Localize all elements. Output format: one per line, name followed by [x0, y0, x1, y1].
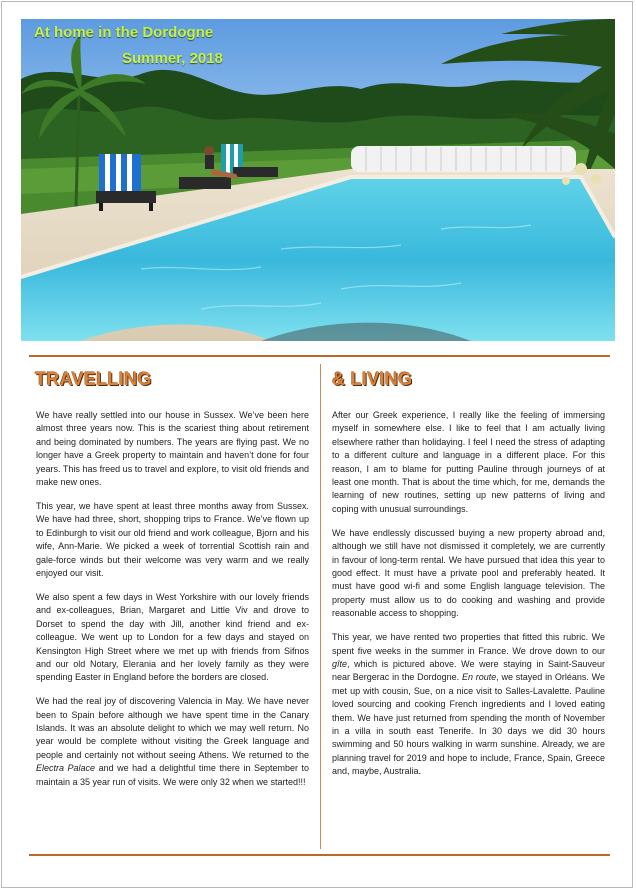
hotel-name: Electra Palace [36, 763, 96, 774]
travelling-column [36, 409, 309, 789]
hero-subtitle: Summer, 2018 [122, 50, 223, 67]
top-divider [29, 355, 610, 357]
gite-word: gîte [332, 658, 348, 669]
pool-garden-illustration [21, 19, 615, 341]
bottom-divider [29, 854, 610, 856]
hero-title: At home in the Dordogne [34, 24, 214, 41]
hero-photo [21, 19, 615, 341]
paragraph: We have endlessly discussed buying a new property abroad and, although we still have not dismissed it completely, we are currently in favour of long-term rental. We have pursued that idea this year to good effect. It must have a private pool and preferably heated. It must have good wi-fi and some English language television. The property must allow us to do cooking and washing and provide reasonable access to shopping. [332, 527, 605, 619]
column-divider [320, 364, 321, 849]
paragraph: We also spent a few days in West Yorkshire with our lovely friends and ex-colleagues, Brian, Margaret and Little Viv and drove to Dorset to spend the day with Jill, another kind friend and ex-colleague. We went up to London for a few days and stayed on Kensington High Street where we met up with friends from Sifnos and our old Notary, Elerania and her lovely family as they were spending Easter in England before the borders are closed. [36, 591, 309, 683]
travelling-heading: TRAVELLING [35, 369, 152, 389]
living-heading: & LIVING [332, 369, 413, 389]
en-route-phrase: En route [461, 672, 497, 683]
paragraph: After our Greek experience, I really like the feeling of immersing myself in somewhere else. I like to feel that I am actually living elsewhere rather than holidaying. I feel I need the stress of adapting to a different culture and language in a different place. For this reason, I am to blame for putting Pauline through journeys of at least one month. That is about the time which, for me, demands the learning of new routines, setting up new patterns of living and coping with unusual surroundings. [332, 410, 605, 514]
living-column [332, 409, 605, 779]
paragraph: This year, we have rented two properties that fitted this rubric. We spent five weeks in the summer in France. We drove down to our gîte, which is pictured above. We were staying in Saint-Sauveur near Bergerac in the Dordogne. En route, we stayed in Orléans. We met up with cousin, Sue, on a nice visit to Salles-Lavalette. Pauline loved sourcing and cooking French ingredients and I loved eating them. We have just returned from spending the month of November in a villa in south east Tenerife. In 30 days we did 30 hours swimming and 50 hours walking in warm sunshine. Already, we are planning travel for 2019 and hope to include, France, Spain, Greece and, maybe, Australia. [332, 632, 605, 777]
paragraph: This year, we have spent at least three months away from Sussex. We have had three, short, shopping trips to France. We’ve flown up to Edinburgh to visit our old friend and work colleague, Bjorn and his wife, Ann-Marie. We picked a week of torrential Scottish rain and gale-force winds but their welcome was very warm and we really enjoyed our visit. [36, 500, 309, 578]
paragraph: We had the real joy of discovering Valencia in May. We have never been to Spain before although we have spent time in the Canary Islands. It was an absolute delight to which we may well return. No year would be complete without visiting the Greek language and people and certainly not without seeing Athens. We returned to the Electra Palace and we had a delightful time there in September to maintain a 35 year run of visits. We were only 32 when we started!!! [36, 696, 309, 787]
paragraph: We have really settled into our house in Sussex. We’ve been here almost three years now. This is the scariest thing about retirement and being dominated by numbers. The years are flying past. We no longer have a Greek property to maintain and haven’t done for four years. This has freed us to travel and explore, to visit old friends and make new ones. [36, 410, 309, 488]
